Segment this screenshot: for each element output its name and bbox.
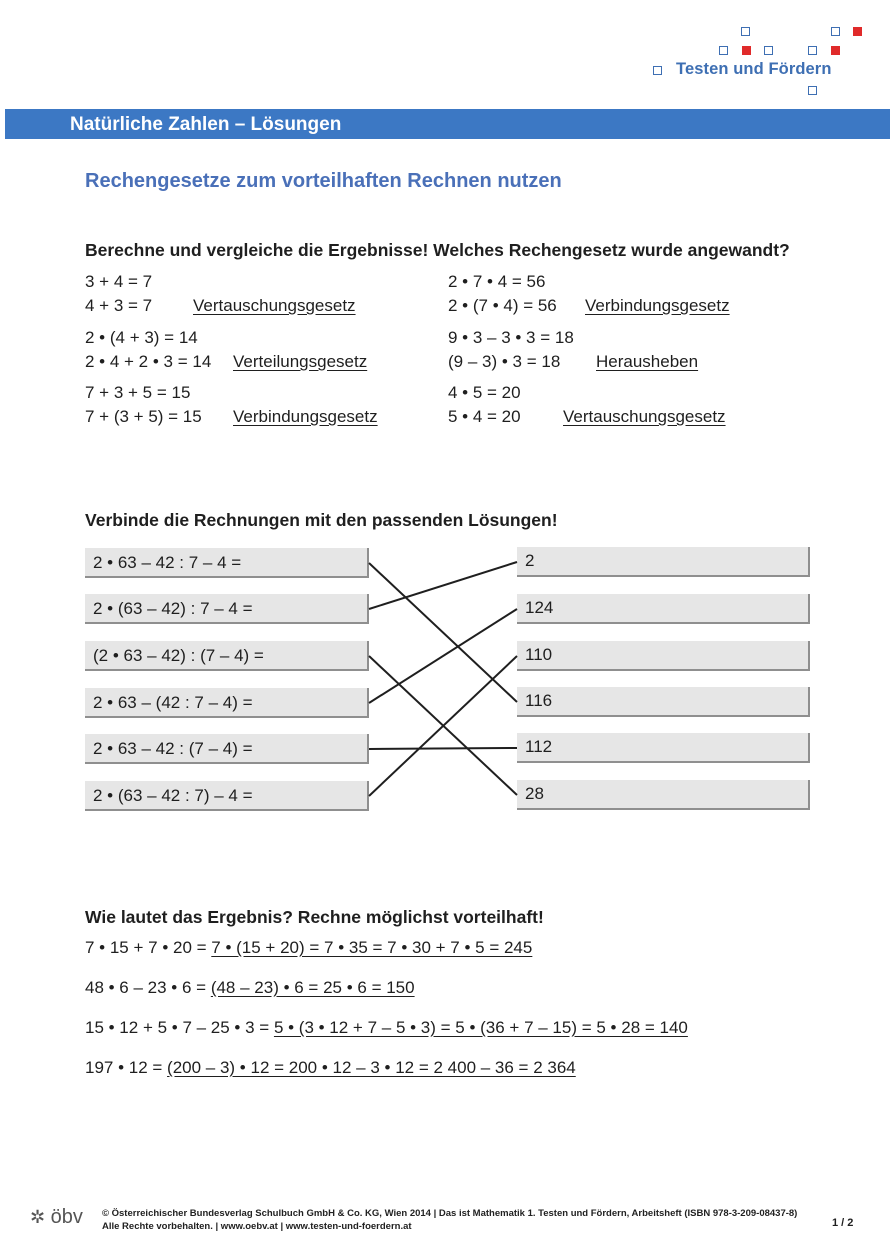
law-answer: Vertauschungsgesetz bbox=[563, 407, 726, 426]
footer-copyright: © Österreichischer Bundesverlag Schulbuch GmbH & Co. KG, Wien 2014 | Das ist Mathematik 1. Testen und Fördern, Arbeitsheft (ISBN 978-3-209-08437-8) bbox=[102, 1208, 798, 1219]
publisher-logo-icon: ✲ bbox=[30, 1207, 46, 1227]
connection-line bbox=[369, 562, 517, 609]
section1-heading: Berechne und vergleiche die Ergebnisse! Welches Rechengesetz wurde angewandt? bbox=[85, 240, 790, 260]
equation: 3 + 4 = 7 bbox=[85, 272, 153, 291]
result-box: 124 bbox=[517, 594, 810, 624]
law-answer: Herausheben bbox=[596, 352, 699, 371]
calc-solution: (200 – 3) • 12 = 200 • 12 – 3 • 12 = 2 400 – 36 = 2 364 bbox=[167, 1058, 576, 1077]
section2-heading: Verbinde die Rechnungen mit den passenden Lösungen! bbox=[85, 510, 558, 530]
expression-box: (2 • 63 – 42) : (7 – 4) = bbox=[85, 641, 369, 671]
result-box: 2 bbox=[517, 547, 810, 577]
equation: 7 + 3 + 5 = 15 bbox=[85, 383, 191, 402]
calc-solution: 5 • (3 • 12 + 7 – 5 • 3) = 5 • (36 + 7 – 15) = 5 • 28 = 140 bbox=[273, 1018, 688, 1037]
calc-task: 15 • 12 + 5 • 7 – 25 • 3 = bbox=[85, 1018, 274, 1037]
calc-row bbox=[85, 1058, 576, 1078]
page-subtitle: Rechengesetze zum vorteilhaften Rechnen nutzen bbox=[85, 170, 562, 192]
calc-task: 7 • 15 + 7 • 20 = bbox=[85, 938, 212, 957]
page-number: 1 / 2 bbox=[832, 1217, 854, 1229]
footer-links: Alle Rechte vorbehalten. | www.oebv.at | www.testen-und-foerdern.at bbox=[102, 1221, 412, 1232]
equation: 2 • (4 + 3) = 14 bbox=[85, 328, 198, 347]
publisher-logo bbox=[30, 1206, 83, 1229]
result-box: 116 bbox=[517, 687, 810, 717]
calc-row bbox=[85, 938, 532, 958]
calc-task: 197 • 12 = bbox=[85, 1058, 168, 1077]
expression-box: 2 • 63 – 42 : (7 – 4) = bbox=[85, 734, 369, 764]
expression-box: 2 • (63 – 42 : 7) – 4 = bbox=[85, 781, 369, 811]
law-answer: Verbindungsgesetz bbox=[585, 296, 730, 315]
calc-solution: (48 – 23) • 6 = 25 • 6 = 150 bbox=[210, 978, 415, 997]
brand-name: Testen und Fördern bbox=[676, 60, 832, 78]
equation: 7 + (3 + 5) = 15 bbox=[85, 407, 202, 426]
page-title: Natürliche Zahlen – Lösungen bbox=[70, 114, 342, 135]
expression-box: 2 • 63 – 42 : 7 – 4 = bbox=[85, 548, 369, 578]
equation: 2 • 4 + 2 • 3 = 14 bbox=[85, 352, 212, 371]
publisher-logo-text: öbv bbox=[50, 1206, 83, 1228]
calc-row bbox=[85, 1018, 688, 1038]
expression-box: 2 • (63 – 42) : 7 – 4 = bbox=[85, 594, 369, 624]
law-answer: Verteilungsgesetz bbox=[233, 352, 368, 371]
law-answer: Vertauschungsgesetz bbox=[193, 296, 356, 315]
equation: 2 • 7 • 4 = 56 bbox=[448, 272, 546, 291]
equation: 4 • 5 = 20 bbox=[448, 383, 521, 402]
result-box: 28 bbox=[517, 780, 810, 810]
equation: 2 • (7 • 4) = 56 bbox=[448, 296, 557, 315]
calc-solution: 7 • (15 + 20) = 7 • 35 = 7 • 30 + 7 • 5 = 245 bbox=[211, 938, 533, 957]
connection-line bbox=[369, 748, 517, 749]
calc-task: 48 • 6 – 23 • 6 = bbox=[85, 978, 211, 997]
equation: 9 • 3 – 3 • 3 = 18 bbox=[448, 328, 574, 347]
equation: (9 – 3) • 3 = 18 bbox=[448, 352, 561, 371]
calc-row bbox=[85, 978, 415, 998]
law-answer: Verbindungsgesetz bbox=[233, 407, 378, 426]
expression-box: 2 • 63 – (42 : 7 – 4) = bbox=[85, 688, 369, 718]
equation: 5 • 4 = 20 bbox=[448, 407, 521, 426]
result-box: 110 bbox=[517, 641, 810, 671]
connection-line bbox=[369, 563, 517, 702]
connection-line bbox=[369, 609, 517, 703]
section3-heading: Wie lautet das Ergebnis? Rechne möglichst vorteilhaft! bbox=[85, 907, 544, 927]
equation: 4 + 3 = 7 bbox=[85, 296, 153, 315]
result-box: 112 bbox=[517, 733, 810, 763]
